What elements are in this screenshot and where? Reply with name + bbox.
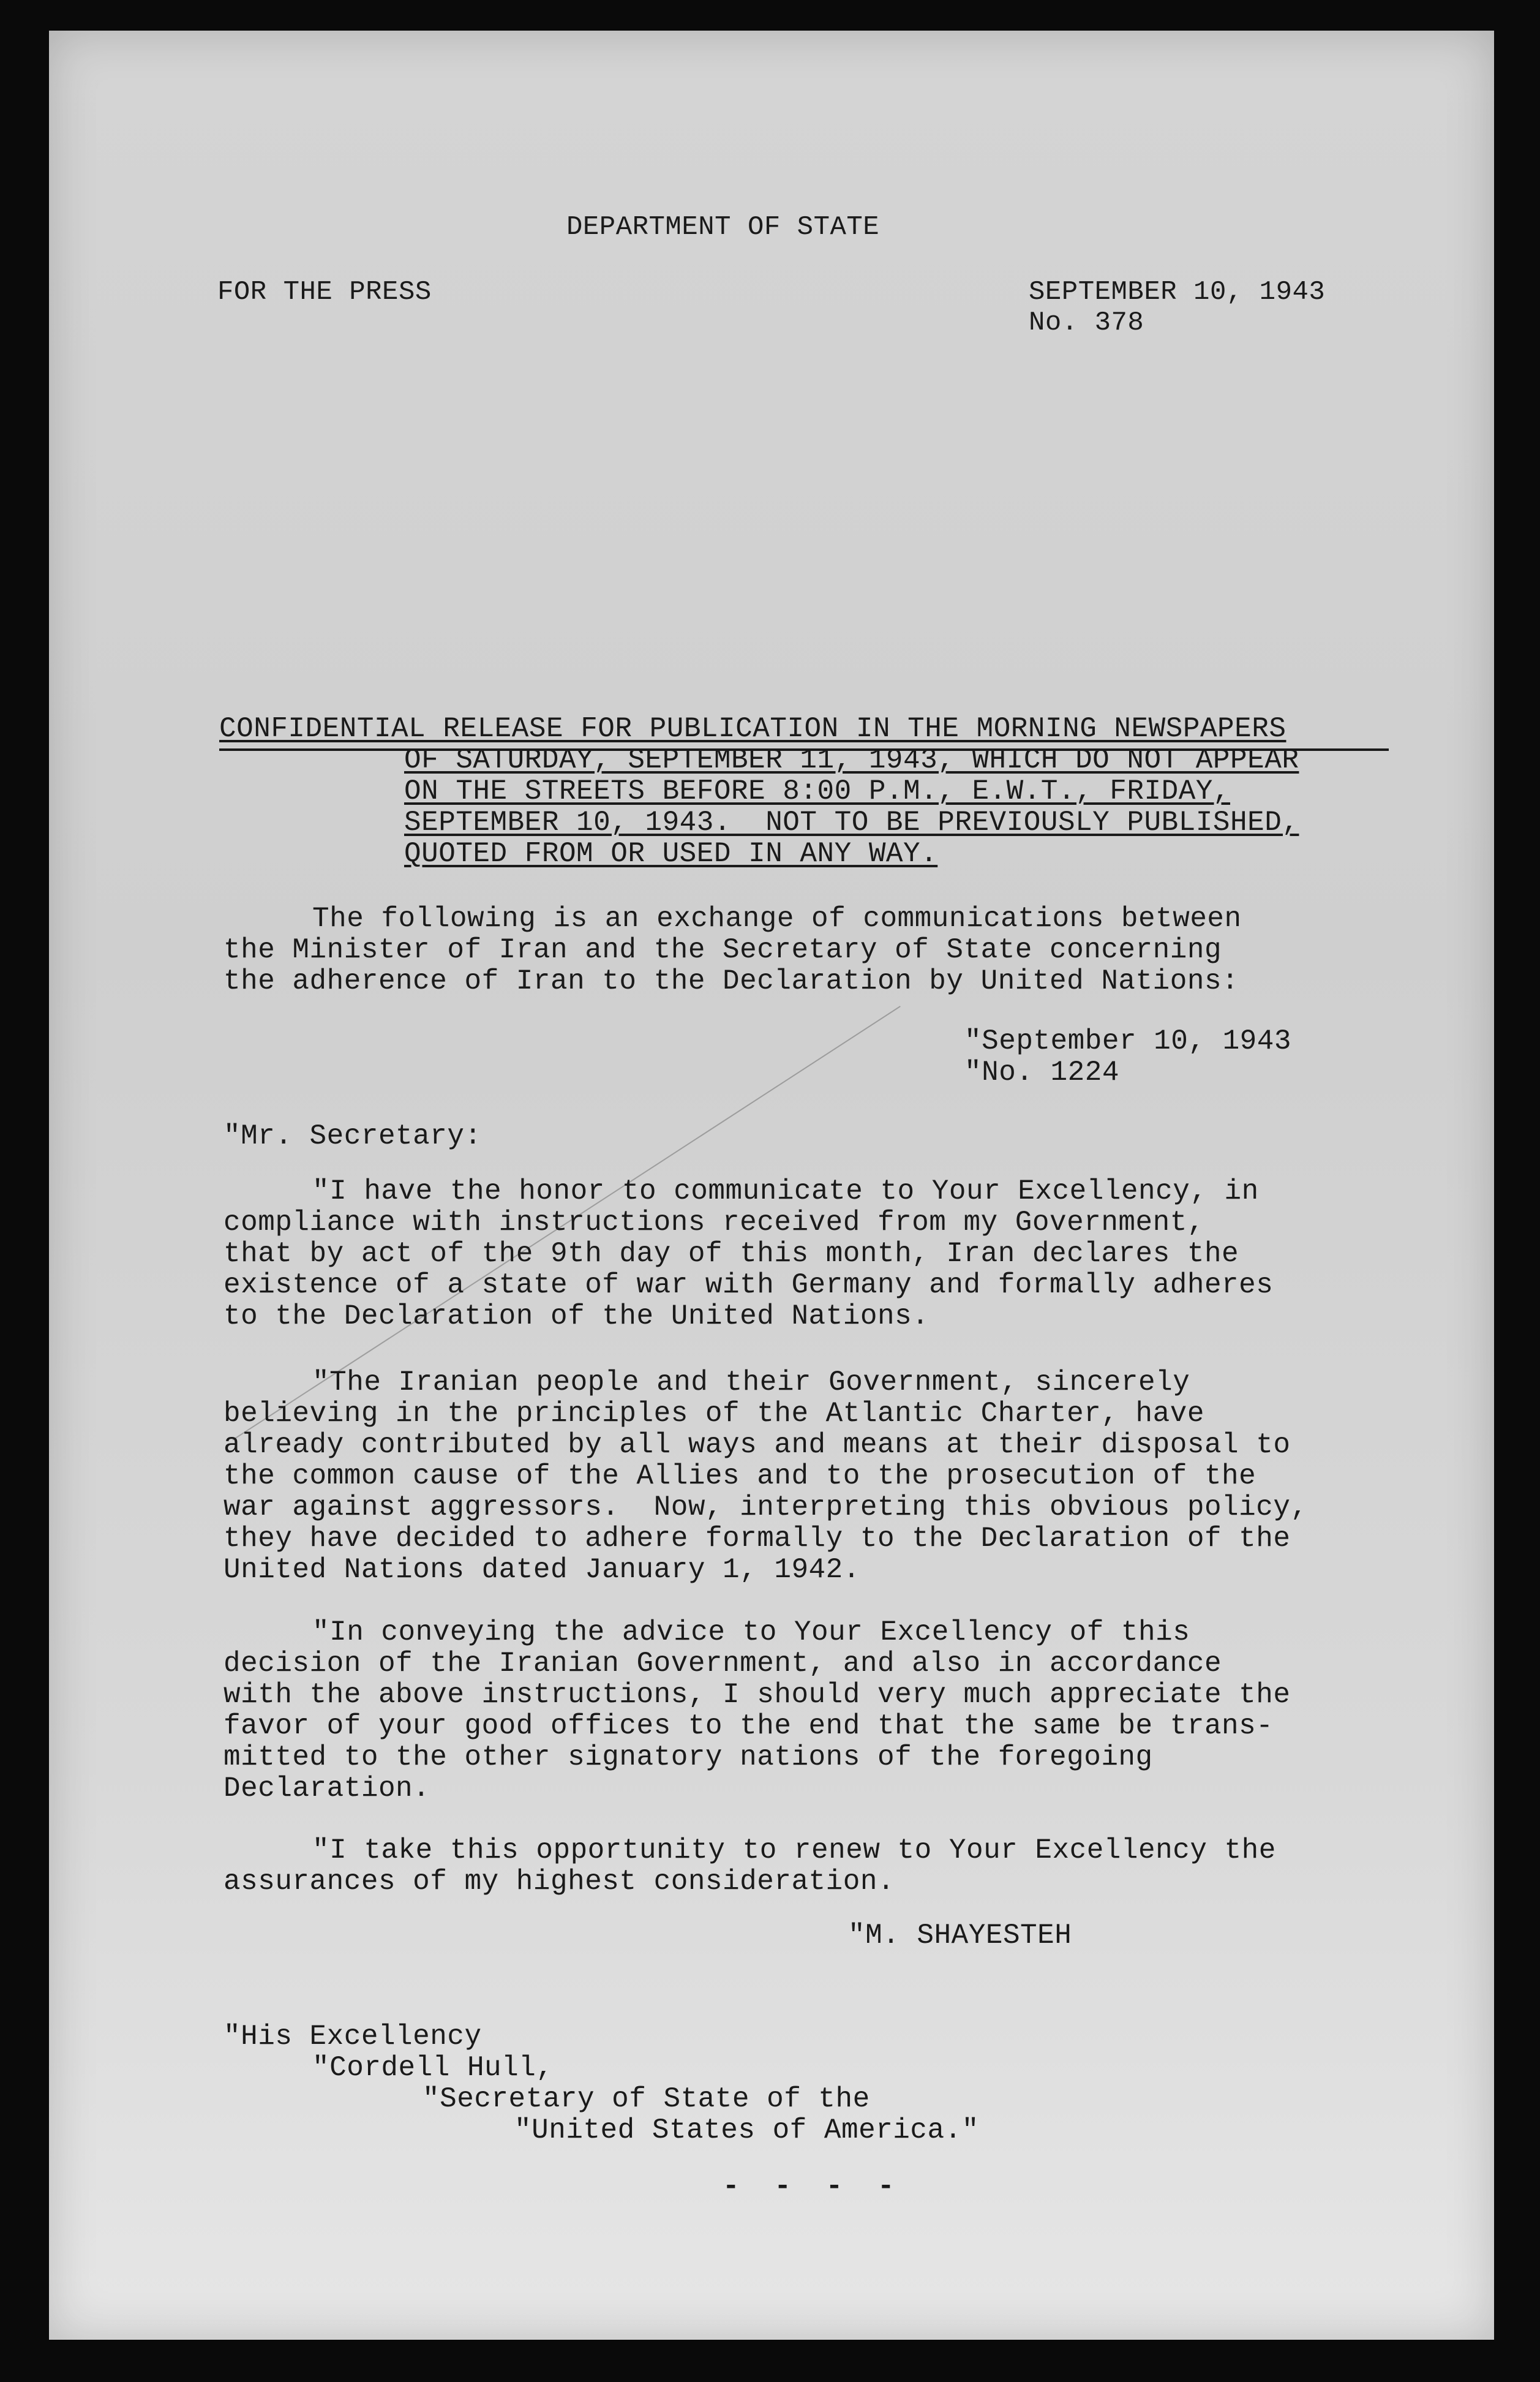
paragraph-3-line-2: decision of the Iranian Government, and also in accordance <box>223 1648 1222 1679</box>
addressee-line-2: "Cordell Hull, <box>312 2052 554 2084</box>
end-mark: - - - - <box>723 2171 895 2203</box>
letter-date: "September 10, 1943 <box>964 1025 1291 1057</box>
paragraph-4-line-1: "I take this opportunity to renew to Your Excellency the <box>312 1834 1276 1866</box>
paragraph-3-line-4: favor of your good offices to the end that the same be trans- <box>223 1710 1274 1742</box>
paragraph-2-line-6: they have decided to adhere formally to the Declaration of the <box>223 1523 1291 1555</box>
intro-line-3: the adherence of Iran to the Declaration by United Nations: <box>223 965 1239 997</box>
release-notice-line-3: ON THE STREETS BEFORE 8:00 P.M., E.W.T., FRIDAY, <box>404 775 1231 807</box>
release-number: No. 378 <box>1029 307 1144 338</box>
addressee-line-3: "Secretary of State of the <box>423 2083 870 2115</box>
for-the-press-label: FOR THE PRESS <box>217 277 432 307</box>
intro-line-1: The following is an exchange of communications between <box>312 903 1242 935</box>
letter-number: "No. 1224 <box>964 1057 1119 1088</box>
paragraph-1-line-3: that by act of the 9th day of this month, Iran declares the <box>223 1238 1239 1270</box>
paragraph-1-line-1: "I have the honor to communicate to Your Excellency, in <box>312 1175 1259 1207</box>
release-notice-line-1: CONFIDENTIAL RELEASE FOR PUBLICATION IN THE MORNING NEWSPAPERS <box>219 713 1286 745</box>
paragraph-1-line-5: to the Declaration of the United Nations. <box>223 1300 930 1332</box>
addressee-line-1: "His Excellency <box>223 2021 482 2052</box>
paragraph-1-line-2: compliance with instructions received from my Government, <box>223 1207 1204 1238</box>
department-heading: DEPARTMENT OF STATE <box>566 212 880 243</box>
addressee-line-4: "United States of America." <box>514 2114 979 2146</box>
release-date: SEPTEMBER 10, 1943 <box>1029 277 1326 307</box>
paragraph-4-line-2: assurances of my highest consideration. <box>223 1866 895 1898</box>
paragraph-2-line-1: "The Iranian people and their Government, sincerely <box>312 1366 1190 1398</box>
letter-salutation: "Mr. Secretary: <box>223 1120 482 1152</box>
paragraph-1-line-4: existence of a state of war with Germany and formally adheres <box>223 1269 1274 1301</box>
release-notice-line-2: OF SATURDAY, SEPTEMBER 11, 1943, WHICH DO NOT APPEAR <box>404 744 1299 776</box>
paragraph-3-line-6: Declaration. <box>223 1773 430 1804</box>
intro-line-2: the Minister of Iran and the Secretary of State concerning <box>223 934 1222 966</box>
paragraph-3-line-5: mitted to the other signatory nations of the foregoing <box>223 1741 1153 1773</box>
paragraph-2-line-3: already contributed by all ways and means at their disposal to <box>223 1429 1291 1461</box>
paragraph-2-line-2: believing in the principles of the Atlantic Charter, have <box>223 1398 1204 1430</box>
paragraph-2-line-4: the common cause of the Allies and to the prosecution of the <box>223 1460 1256 1492</box>
release-notice-line-4: SEPTEMBER 10, 1943. NOT TO BE PREVIOUSLY PUBLISHED, <box>404 807 1299 839</box>
paragraph-3-line-3: with the above instructions, I should very much appreciate the <box>223 1679 1291 1711</box>
paragraph-2-line-5: war against aggressors. Now, interpreting this obvious policy, <box>223 1491 1308 1523</box>
paragraph-3-line-1: "In conveying the advice to Your Excellency of this <box>312 1616 1190 1648</box>
paragraph-2-line-7: United Nations dated January 1, 1942. <box>223 1554 860 1586</box>
release-notice-line-5: QUOTED FROM OR USED IN ANY WAY. <box>404 838 938 870</box>
signature: "M. SHAYESTEH <box>848 1920 1072 1951</box>
